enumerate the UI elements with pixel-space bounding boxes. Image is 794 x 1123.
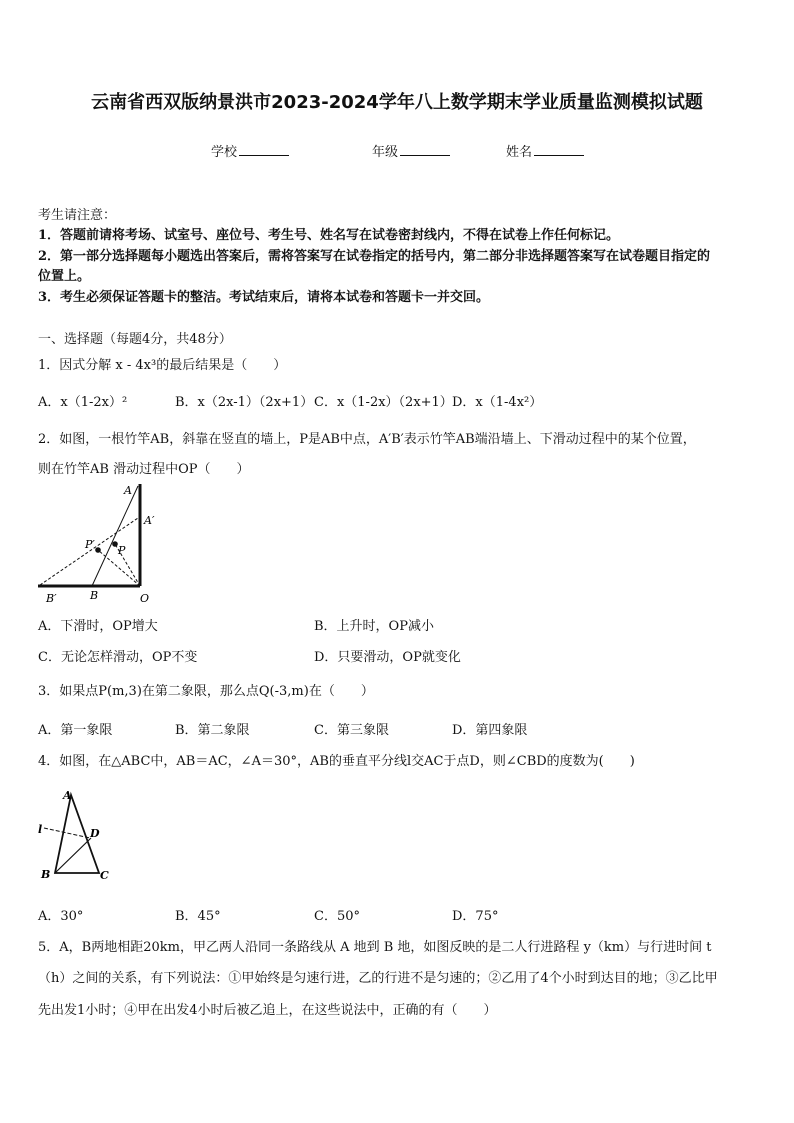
q4-stem: 4．如图，在△ABC中，AB＝AC，∠A＝30°，AB的垂直平分线l交AC于点D，则∠CBD的度数为( ) <box>38 754 635 769</box>
school-field <box>211 141 289 160</box>
q1-option-d[interactable]: D．x（1-4x²） <box>452 395 543 410</box>
grade-label: 年级 <box>372 145 399 160</box>
q2-stem-line1: 2．如图，一根竹竿AB，斜靠在竖直的墙上，P是AB中点，A′B′表示竹竿AB端沿墙上、下滑动过程中的某个位置， <box>38 432 696 447</box>
q2-stem-line2: 则在竹竿AB 滑动过程中OP（ ） <box>38 462 250 477</box>
notice-item-2-cont: 位置上。 <box>38 269 91 284</box>
q4-label-c: C <box>100 869 109 882</box>
q2-figure <box>30 478 170 608</box>
school-blank[interactable] <box>239 143 289 156</box>
name-blank[interactable] <box>534 143 584 156</box>
grade-blank[interactable] <box>400 143 450 156</box>
q5-stem-line1: 5．A，B两地相距20km，甲乙两人沿同一条路线从 A 地到 B 地，如图反映的是二人行进路程 y（km）与行进时间 t <box>38 940 712 955</box>
q3-option-c[interactable]: C．第三象限 <box>314 723 389 738</box>
q2-label-p: P <box>118 544 126 557</box>
grade-field <box>372 141 450 160</box>
q4-label-a: A <box>63 789 72 802</box>
notice-heading: 考生请注意： <box>38 208 117 223</box>
q2-option-c[interactable]: C．无论怎样滑动，OP不变 <box>38 650 198 665</box>
notice-item-1: 1．答题前请将考场、试室号、座位号、考生号、姓名写在试卷密封线内，不得在试卷上作任何标记。 <box>38 228 620 243</box>
notice-item-2: 2．第一部分选择题每小题选出答案后，需将答案写在试卷指定的括号内，第二部分非选择题答案写在试卷题目指定的 <box>38 249 711 264</box>
q2-label-a: A <box>124 484 132 497</box>
q2-option-d[interactable]: D．只要滑动，OP就变化 <box>314 650 461 665</box>
q4-label-d: D <box>90 827 100 840</box>
q2-label-a1: A′ <box>144 514 155 527</box>
name-field <box>506 141 584 160</box>
q2-point-p1 <box>95 547 101 553</box>
q2-point-p <box>112 541 118 547</box>
q4-option-d[interactable]: D．75° <box>452 909 499 924</box>
q5-stem-line2: （h）之间的关系，有下列说法：①甲始终是匀速行进，乙的行进不是匀速的；②乙用了4个小时到达目的地；③乙比甲 <box>38 971 718 986</box>
q4-option-c[interactable]: C．50° <box>314 909 360 924</box>
q3-stem: 3．如果点P(m,3)在第二象限，那么点Q(-3,m)在（ ） <box>38 684 374 699</box>
name-label: 姓名 <box>506 145 533 160</box>
q2-option-a[interactable]: A．下滑时，OP增大 <box>38 619 158 634</box>
q2-label-b: B <box>90 589 99 602</box>
q2-label-b1: B′ <box>46 592 57 605</box>
q1-option-a[interactable]: A．x（1-2x）² <box>38 395 128 410</box>
q4-option-a[interactable]: A．30° <box>38 909 84 924</box>
q1-option-b[interactable]: B．x（2x-1）（2x+1） <box>175 395 314 410</box>
q2-label-p1: P′ <box>85 538 95 551</box>
section-heading: 一、选择题（每题4分，共48分） <box>38 332 232 347</box>
q5-stem-line3: 先出发1小时；④甲在出发4小时后被乙追上，在这些说法中，正确的有（ ） <box>38 1003 497 1018</box>
q3-option-b[interactable]: B．第二象限 <box>175 723 250 738</box>
q2-option-b[interactable]: B．上升时，OP减小 <box>314 619 434 634</box>
school-label: 学校 <box>211 145 238 160</box>
q1-option-c[interactable]: C．x（1-2x）（2x+1） <box>314 395 453 410</box>
q4-label-l: l <box>38 823 43 836</box>
q4-figure <box>30 783 130 885</box>
q2-label-o: O <box>140 592 150 605</box>
page-title: 云南省西双版纳景洪市2023-2024学年八上数学期末学业质量监测模拟试题 <box>91 92 703 113</box>
q1-stem: 1．因式分解 x - 4x³的最后结果是（ ） <box>38 358 287 373</box>
notice-item-3: 3．考生必须保证答题卡的整洁。考试结束后，请将本试卷和答题卡一并交回。 <box>38 290 490 305</box>
q3-option-d[interactable]: D．第四象限 <box>452 723 528 738</box>
q4-label-b: B <box>41 868 51 881</box>
q3-option-a[interactable]: A．第一象限 <box>38 723 113 738</box>
q4-option-b[interactable]: B．45° <box>175 909 221 924</box>
